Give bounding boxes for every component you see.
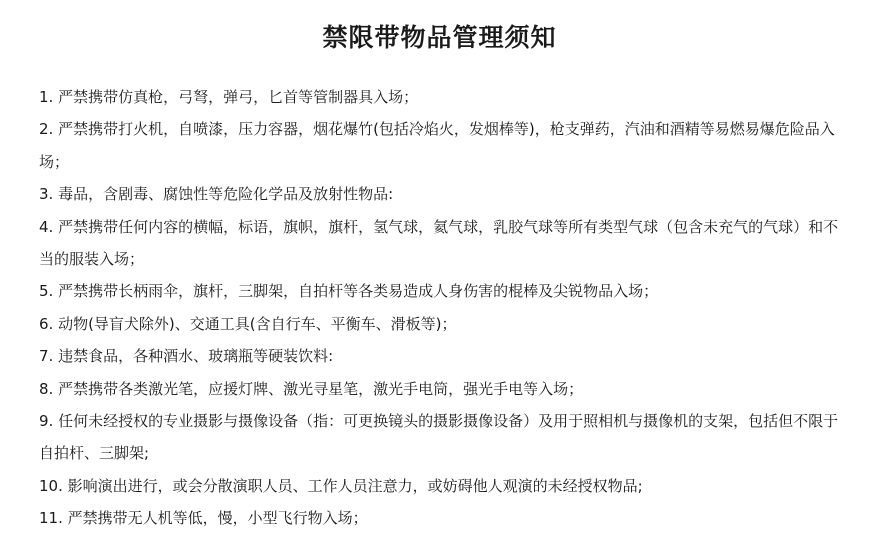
rule-item-9: 9. 任何未经授权的专业摄影与摄像设备（指：可更换镜头的摄影摄像设备）及用于照相机与摄像机的支架，包括但不限于自拍杆、三脚架;: [39, 412, 839, 463]
rule-item-10: 10. 影响演出进行，或会分散演职人员、工作人员注意力，或妨碍他人观演的未经授权物品;: [39, 476, 643, 495]
rule-item-1: 1. 严禁携带仿真枪，弓弩，弹弓，匕首等管制器具入场；: [39, 88, 419, 106]
rule-item-6: 6. 动物(导盲犬除外)、交通工具(含自行车、平衡车、滑板等)；: [39, 314, 457, 333]
page-title: 禁限带物品管理须知: [322, 23, 557, 52]
rule-item-4: 4. 严禁携带任何内容的横幅，标语，旗帜，旗杆，氢气球，氦气球，乳胶气球等所有类型气球（包含未充气的气球）和不当的服装入场；: [39, 217, 839, 269]
rule-item-5: 5. 严禁携带长柄雨伞，旗杆，三脚架，自拍杆等各类易造成人身伤害的棍棒及尖锐物品入场；: [39, 282, 659, 301]
rule-item-7: 7. 违禁食品，各种酒水、玻璃瓶等硬装饮料:: [39, 347, 334, 366]
rules-list: [39, 81, 845, 535]
rule-item-8: 8. 严禁携带各类激光笔，应援灯牌、激光寻星笔，激光手电筒，强光手电等入场；: [39, 379, 584, 398]
rule-item-3: 3. 毒品，含剧毒、腐蚀性等危险化学品及放射性物品:: [39, 185, 394, 204]
rule-item-2: 2. 严禁携带打火机，自喷漆，压力容器，烟花爆竹(包括冷焰火，发烟棒等)，枪支弹药，汽油和酒精等易燃易爆危险品入场；: [39, 120, 835, 171]
rule-item-11: 11. 严禁携带无人机等低，慢，小型飞行物入场；: [39, 509, 368, 528]
